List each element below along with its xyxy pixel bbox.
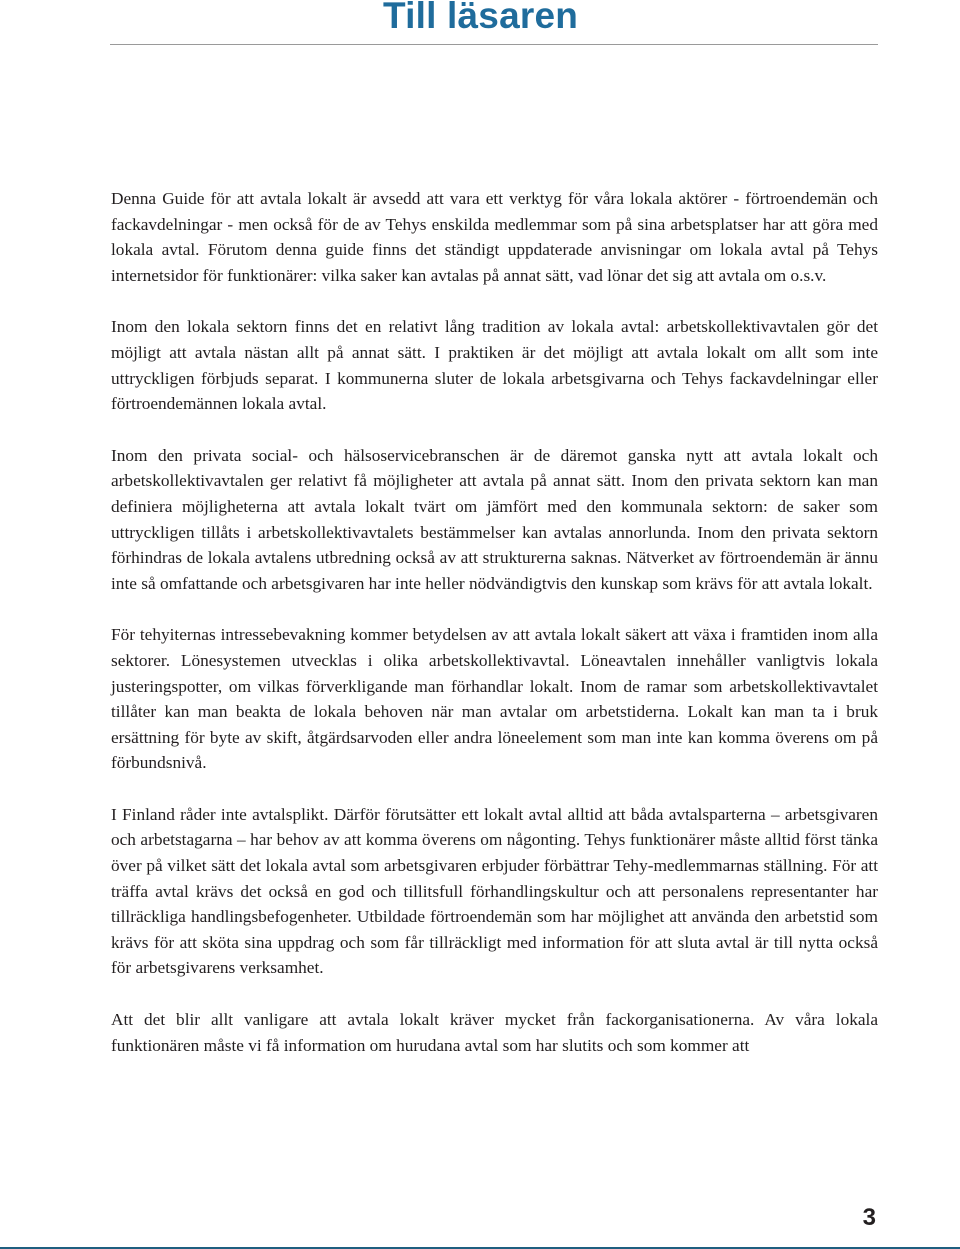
- paragraph: I Finland råder inte avtalsplikt. Därför förutsätter ett lokalt avtal alltid att båda avtalsparterna – arbetsgivaren och arbetstagarna – har behov av att komma överens om någonting. Tehys funktionärer måste alltid först tänka över på vilket sätt det lokala avtal som arbetsgivaren erbjuder förbättrar Tehy-medlemmarnas ställning. För att träffa avtal krävs det också en god och tillitsfull förhandlingskultur och att personalens representanter har tillräckliga handlingsbefogenheter. Utbildade förtroendemän som har möjlighet att använda den arbetstid som krävs för att sköta sina uppdrag och som får tillräckligt med information för att sluta avtal är till nytta också för arbetsgivarens verksamhet.: [111, 804, 878, 978]
- paragraph: Att det blir allt vanligare att avtala lokalt kräver mycket från fackorganisationerna. Av våra lokala funktionären måste vi få information om hurudana avtal som har slutits och som kommer att: [111, 1010, 878, 1055]
- paragraph: Inom den privata social- och hälsoservicebranschen är de däremot ganska nytt att avtala lokalt och arbetskollektivavtalen ger relativt få möjligheter att avtala på annat sätt. Inom den privata sektorn kan man definiera möjligheterna att avtala lokalt tvärt om jämfört med den kommunala sektorn: de saker som uttryckligen tillåts i arbetskollektivavtalets bestämmelser kan avtalas annorlunda. Inom den privata sektorn förhindras de lokala avtalens utbredning också av att strukturerna saknas. Nätverket av förtroendemän är ännu inte så omfattande och arbetsgivaren har inte heller nödvändigtvis den kunskap som krävs för att avtala lokalt.: [111, 445, 878, 593]
- title-divider: [110, 44, 878, 45]
- page-title: Till läsaren: [383, 0, 579, 36]
- body-text: [111, 186, 878, 1084]
- paragraph: Inom den lokala sektorn finns det en relativt lång tradition av lokala avtal: arbetskollektivavtalen gör det möjligt att avtala nästan allt på annat sätt. I praktiken är det möjligt att avtala lokalt om allt som inte uttryckligen förbjuds separat. I kommunerna sluter de lokala arbetsgivarna och Tehys fackavdelningar eller förtroendemännen lokala avtal.: [111, 317, 878, 414]
- page-number: 3: [862, 1204, 876, 1231]
- paragraph: För tehyiternas intressebevakning kommer betydelsen av att avtala lokalt säkert att växa i framtiden inom alla sektorer. Lönesystemen utvecklas i olika arbetskollektivavtal. Löneavtalen innehåller vanligtvis lokala justeringspotter, om vilkas förverkligande man förhandlar lokalt. Inom de ramar som arbetskollektivavtalet tillåter kan man beakta de lokala behoven när man avtalar om arbetstiderna. Lokalt kan man ta i bruk ersättning för byte av skift, åtgärdsarvoden eller andra löneelement som man inte kan komma överens om på förbundsnivå.: [111, 625, 878, 773]
- paragraph: Denna Guide för att avtala lokalt är avsedd att vara ett verktyg för våra lokala aktörer - förtroendemän och fackavdelningar - men också för de av Tehys enskilda medlemmar som på sina arbetsplatser har att göra med lokala avtal. Förutom denna guide finns det ständigt uppdaterade anvisningar om lokala avtal på Tehys internetsidor för funktionärer: vilka saker kan avtalas på annat sätt, vad lönar det sig att avtala om o.s.v.: [111, 189, 878, 285]
